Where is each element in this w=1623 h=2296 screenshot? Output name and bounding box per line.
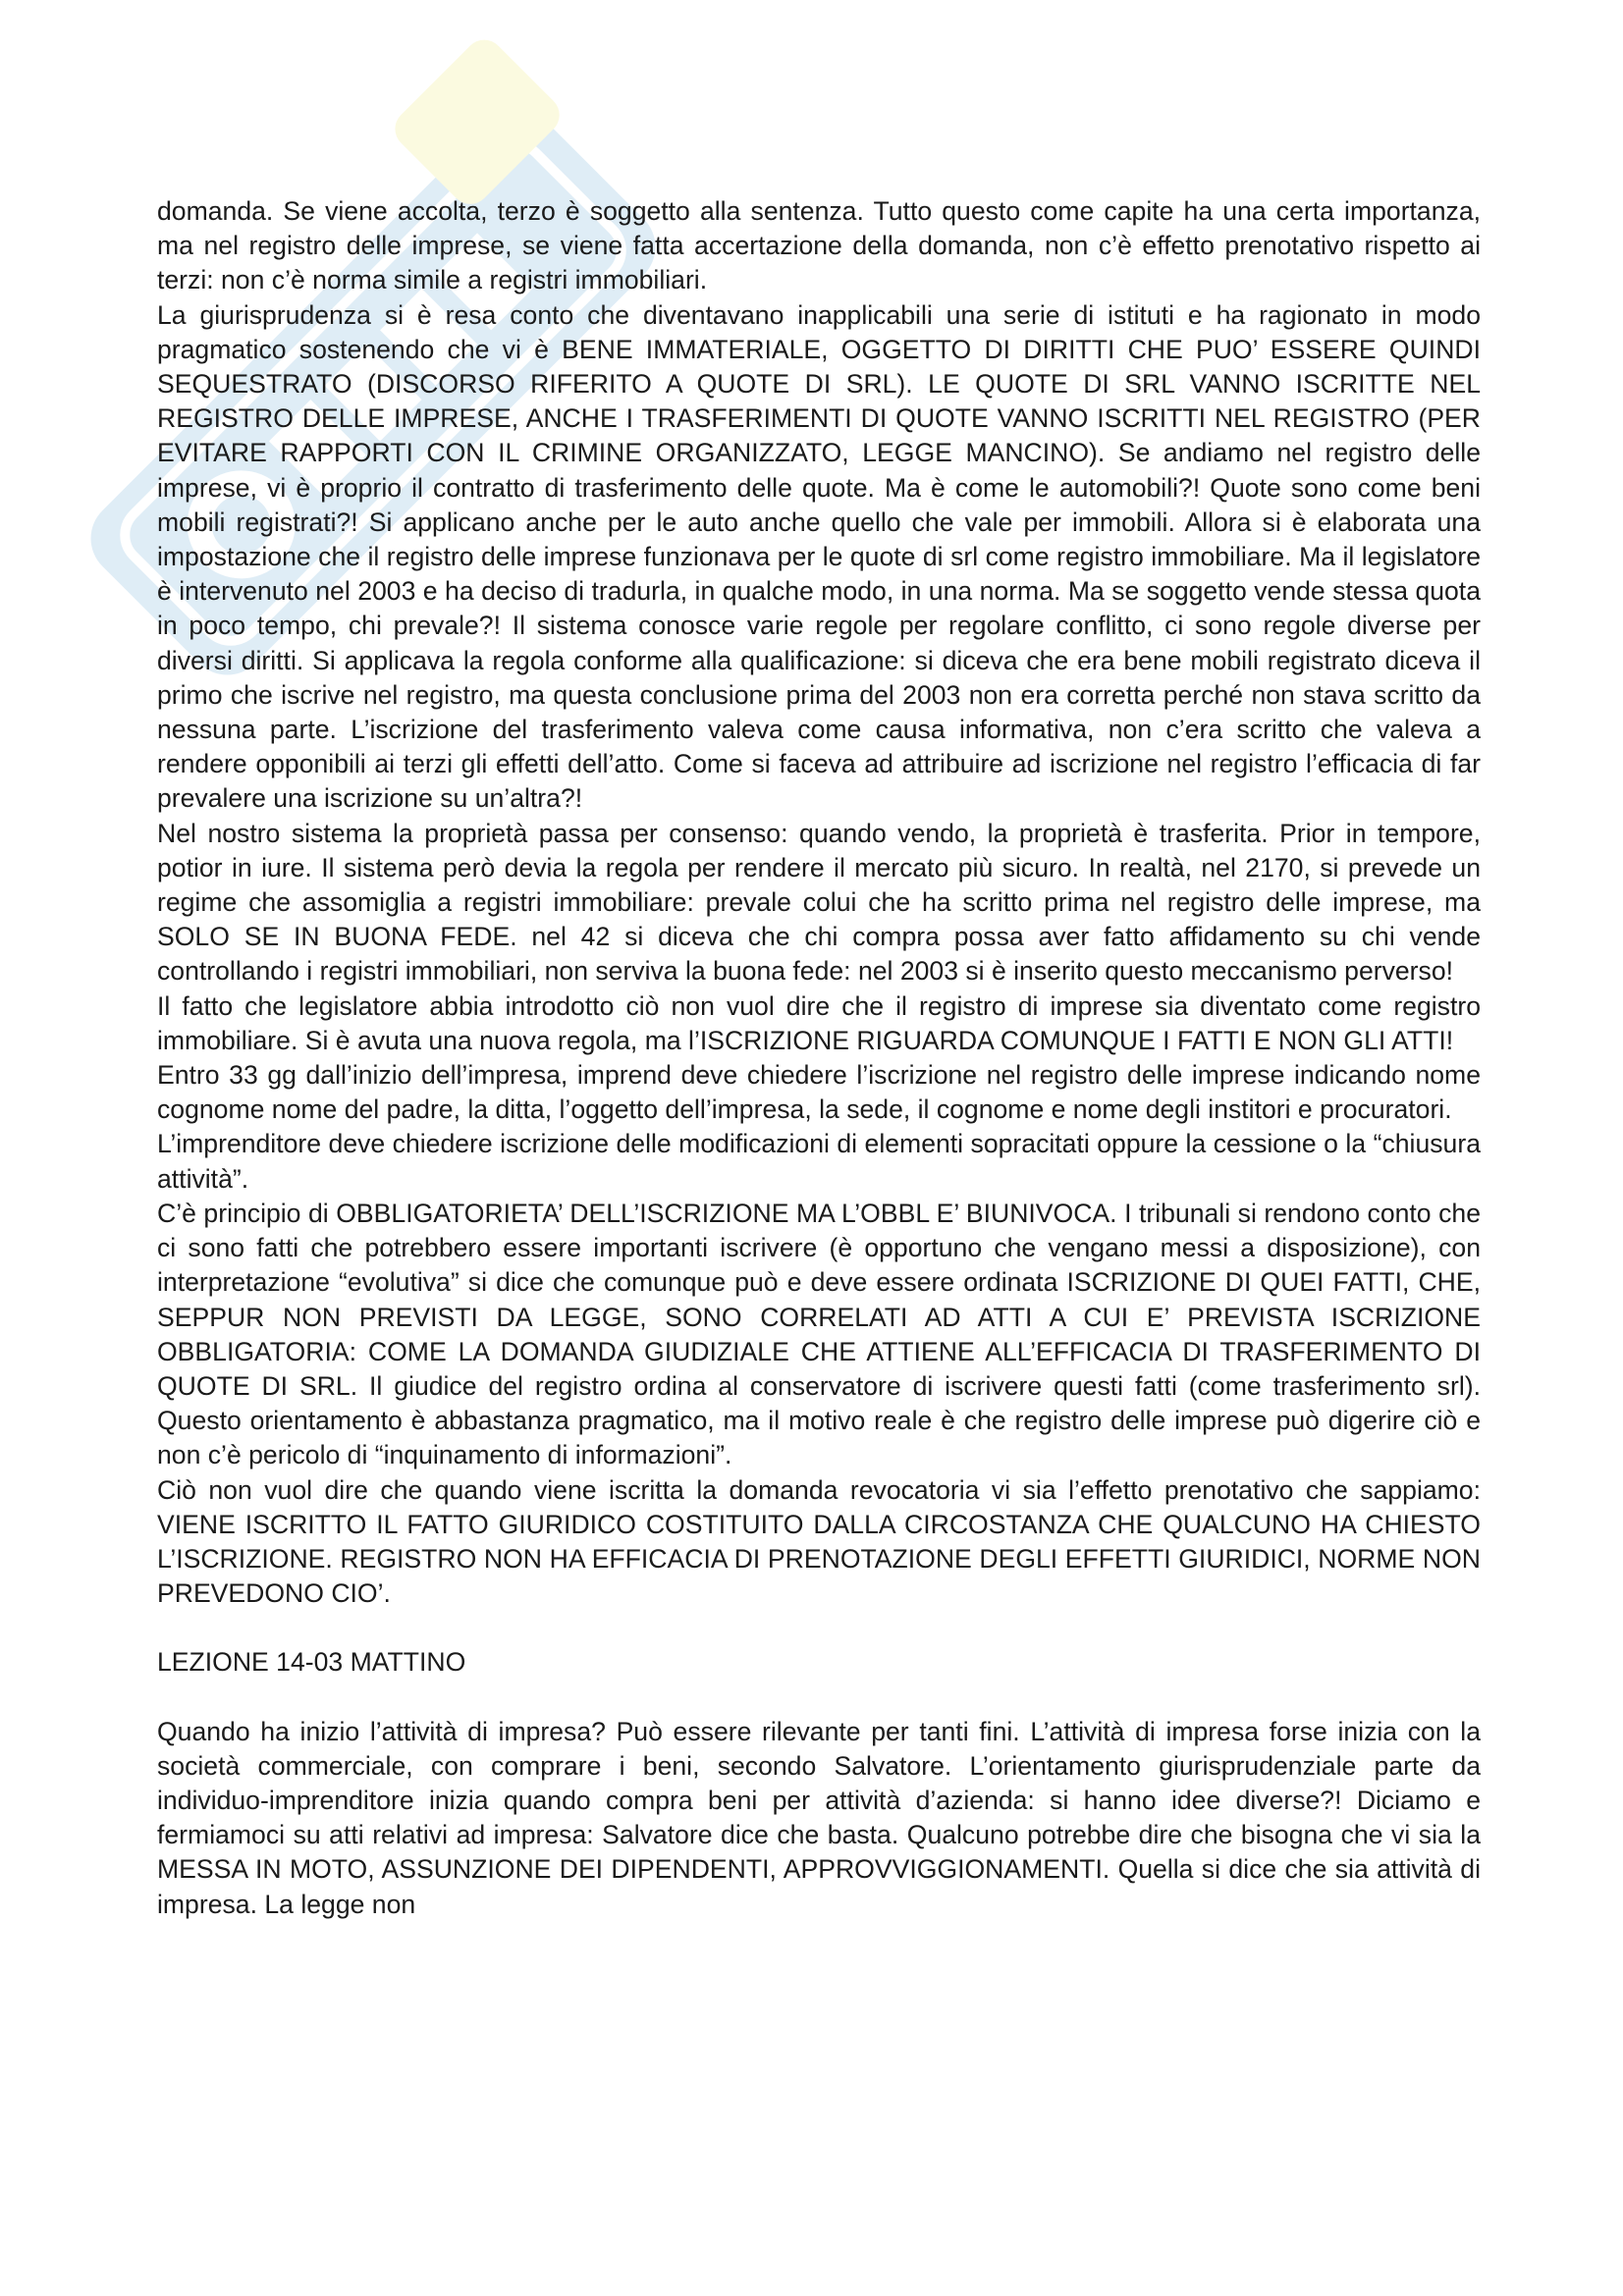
paragraph: Ciò non vuol dire che quando viene iscritta la domanda revocatoria vi sia l’effetto prenotativo che sappiamo: VIENE ISCRITTO IL FATTO GIURIDICO COSTITUITO DALLA CIRCOSTANZA CHE QUALCUNO HA CHIESTO L’ISCRIZIONE. REGISTRO NON HA EFFICACIA DI PRENOTAZIONE DEGLI EFFETTI GIURIDICI, NORME NON PREVEDONO CIO’.: [157, 1474, 1481, 1609]
paragraph: La giurisprudenza si è resa conto che diventavano inapplicabili una serie di istituti e ha ragionato in modo pragmatico sostenendo che vi è BENE IMMATERIALE, OGGETTO DI DIRITTI CHE PUO’ ESSERE QUINDI SEQUESTRATO (DISCORSO RIFERITO A QUOTE DI SRL). LE QUOTE DI SRL VANNO ISCRITTE NEL REGISTRO DELLE IMPRESE, ANCHE I TRASFERIMENTI DI QUOTE VANNO ISCRITTI NEL REGISTRO (PER EVITARE RAPPORTI CON IL CRIMINE ORGANIZZATO, LEGGE MANCINO). Se andiamo nel registro delle imprese, vi è proprio il contratto di trasferimento delle quote. Ma è come le automobili?! Quote sono come beni mobili registrati?! Si applicano anche per le auto anche quello che vale per immobili. Allora si è elaborata una impostazione che il registro delle imprese funzionava per le quote di srl come registro immobiliare. Ma il legislatore è intervenuto nel 2003 e ha deciso di tradurla, in qualche modo, in una norma. Ma se soggetto vende stessa quota in poco tempo, chi prevale?! Il sistema conosce varie regole per regolare conflitto, ci sono regole diverse per diversi diritti. Si applicava la regola conforme alla qualificazione: si diceva che era bene mobili registrato diceva il primo che iscrive nel registro, ma questa conclusione prima del 2003 non era corretta perché non stava scritto da nessuna parte. L’iscrizione del trasferimento valeva come causa informativa, non c’era scritto che valeva a rendere opponibili ai terzi gli effetti dell’atto. Come si faceva ad attribuire ad iscrizione nel registro l’efficacia di far prevalere una iscrizione su un’altra?!: [157, 299, 1481, 814]
paragraphs-after: [157, 1715, 1481, 1922]
paragraph: Quando ha inizio l’attività di impresa? Può essere rilevante per tanti fini. L’attività di impresa forse inizia con la società commerciale, con comprare i beni, secondo Salvatore. L’orientamento giurisprudenziale parte da individuo-imprenditore inizia quando compra beni per attività d’azienda: si hanno idee diverse?! Diciamo e fermiamoci su atti relativi ad impresa: Salvatore dice che basta. Qualcuno potrebbe dire che bisogna che vi sia la MESSA IN MOTO, ASSUNZIONE DEI DIPENDENTI, APPROVVIGGIONAMENTI. Quella si dice che sia attività di impresa. La legge non: [157, 1716, 1481, 1919]
paragraph: domanda. Se viene accolta, terzo è soggetto alla sentenza. Tutto questo come capite ha una certa importanza, ma nel registro delle imprese, se viene fatta accertazione della domanda, non c’è effetto prenotativo rispetto ai terzi: non c’è norma simile a registri immobiliari.: [157, 196, 1481, 295]
paragraph: C’è principio di OBBLIGATORIETA’ DELL’ISCRIZIONE MA L’OBBL E’ BIUNIVOCA. I tribunali si rendono conto che ci sono fatti che potrebbero essere importanti iscrivere (è opportuno che vengano messi a disposizione), con interpretazione “evolutiva” si dice che comunque può e deve essere ordinata ISCRIZIONE DI QUEI FATTI, CHE, SEPPUR NON PREVISTI DA LEGGE, SONO CORRELATI AD ATTI A CUI E’ PREVISTA ISCRIZIONE OBBLIGATORIA: COME LA DOMANDA GIUDIZIALE CHE ATTIENE ALL’EFFICACIA DI TRASFERIMENTO DI QUOTE DI SRL. Il giudice del registro ordina al conservatore di iscrivere questi fatti (come trasferimento srl). Questo orientamento è abbastanza pragmatico, ma il motivo reale è che registro delle imprese può digerire ciò e non c’è pericolo di “inquinamento di informazioni”.: [157, 1198, 1481, 1470]
paragraph: Entro 33 gg dall’inizio dell’impresa, imprend deve chiedere l’iscrizione nel registro delle imprese indicando nome cognome nome del padre, la ditta, l’oggetto dell’impresa, la sede, il cognome e nome degli institori e procuratori.: [157, 1060, 1481, 1125]
paragraphs-before: [157, 194, 1481, 1611]
paragraph: Nel nostro sistema la proprietà passa per consenso: quando vendo, la proprietà è trasferita. Prior in tempore, potior in iure. Il sistema però devia la regola per rendere il mercato più sicuro. In realtà, nel 2170, si prevede un regime che assomiglia a registri immobiliare: prevale colui che ha scritto prima nel registro delle imprese, ma SOLO SE IN BUONA FEDE. nel 42 si diceva che chi compra possa aver fatto affidamento su chi vende controllando i registri immobiliari, non serviva la buona fede: nel 2003 si è inserito questo meccanismo perverso!: [157, 818, 1481, 987]
section-heading: LEZIONE 14-03 MATTINO: [157, 1647, 466, 1678]
document-body: [157, 194, 1481, 1922]
paragraph: L’imprenditore deve chiedere iscrizione delle modificazioni di elementi sopracitati oppure la cessione o la “chiusura attività”.: [157, 1129, 1481, 1194]
paragraph: Il fatto che legislatore abbia introdotto ciò non vuol dire che il registro di imprese sia diventato come registro immobiliare. Si è avuta una nuova regola, ma l’ISCRIZIONE RIGUARDA COMUNQUE I FATTI E NON GLI ATTI!: [157, 990, 1481, 1055]
